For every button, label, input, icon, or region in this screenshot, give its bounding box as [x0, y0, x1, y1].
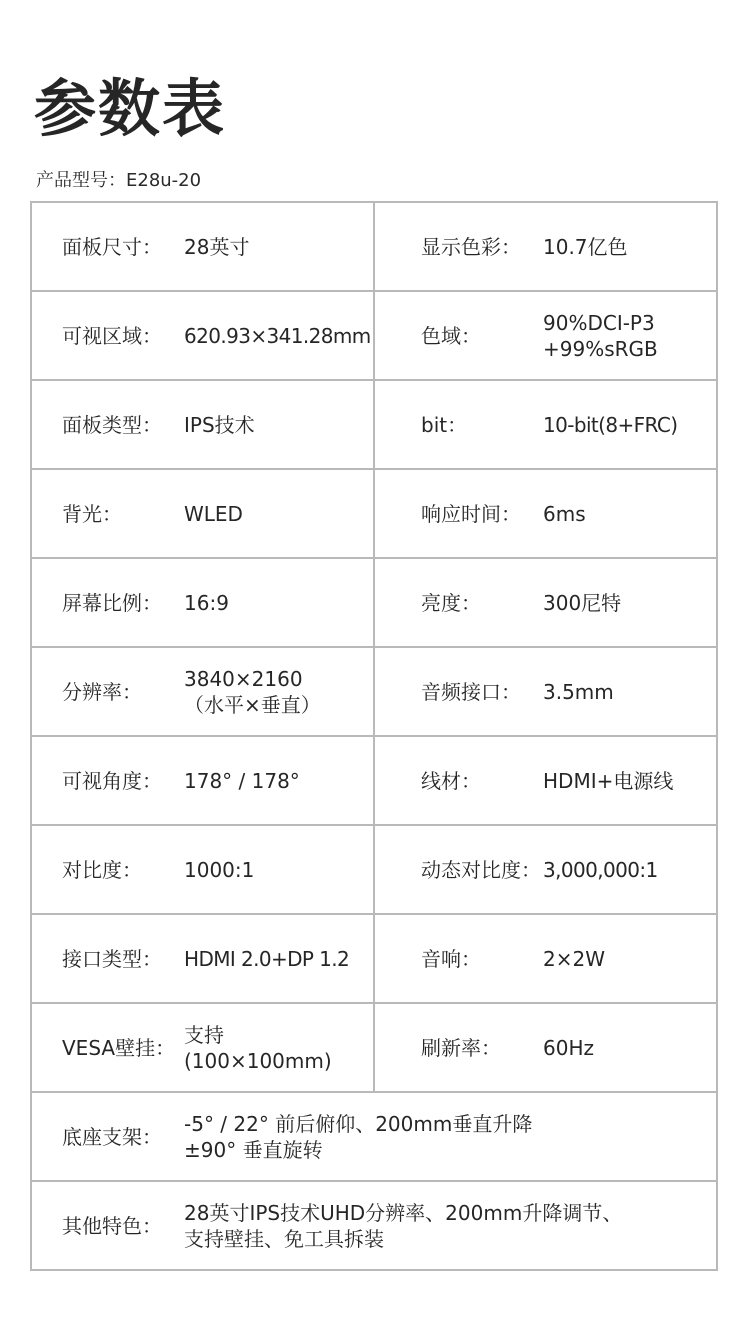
table-row	[31, 1181, 717, 1270]
spec-cell	[31, 825, 374, 914]
spec-cell	[374, 202, 717, 291]
spec-value: HDMI+电源线	[543, 768, 674, 793]
spec-value: 178° / 178°	[184, 768, 300, 793]
spec-cell	[374, 558, 717, 647]
table-row	[31, 202, 717, 291]
spec-cell	[31, 291, 374, 380]
spec-value: IPS技术	[184, 412, 255, 437]
table-row	[31, 558, 717, 647]
spec-cell-wide	[31, 1181, 717, 1270]
spec-cell	[374, 825, 717, 914]
spec-value: HDMI 2.0+DP 1.2	[184, 946, 350, 971]
spec-cell	[374, 736, 717, 825]
spec-cell	[31, 202, 374, 291]
model-number: 产品型号：E28u-20	[36, 170, 202, 191]
table-row	[31, 291, 717, 380]
spec-label: 可视区域：	[62, 323, 162, 348]
spec-cell-wide	[31, 1092, 717, 1181]
spec-label: 音频接口：	[421, 679, 521, 704]
spec-label: 底座支架：	[62, 1124, 162, 1149]
spec-label: 音响：	[421, 946, 481, 971]
spec-value: 6ms	[543, 501, 586, 526]
spec-label: 亮度：	[421, 590, 481, 615]
spec-value: 28英寸	[184, 234, 250, 259]
spec-cell	[374, 291, 717, 380]
spec-cell	[374, 647, 717, 736]
spec-value: 10-bit(8+FRC)	[543, 412, 678, 437]
spec-value: 3.5mm	[543, 679, 614, 704]
spec-label: 分辨率：	[62, 679, 142, 704]
spec-value: 16:9	[184, 590, 229, 615]
table-row	[31, 1092, 717, 1181]
spec-value: 支持 (100×100mm)	[184, 1022, 332, 1073]
spec-value: 90%DCI-P3 +99%sRGB	[543, 310, 658, 361]
spec-label: 其他特色：	[62, 1213, 162, 1238]
spec-label: 面板类型：	[62, 412, 162, 437]
spec-value: 1000:1	[184, 857, 255, 882]
spec-cell	[31, 1003, 374, 1092]
spec-label: 背光：	[62, 501, 122, 526]
spec-label: 线材：	[421, 768, 481, 793]
spec-label: 显示色彩：	[421, 234, 521, 259]
spec-label: 屏幕比例：	[62, 590, 162, 615]
spec-label: bit：	[421, 412, 468, 437]
spec-cell	[374, 1003, 717, 1092]
spec-value: 2×2W	[543, 946, 605, 971]
spec-cell	[31, 647, 374, 736]
spec-value: 3840×2160 （水平×垂直）	[184, 666, 321, 717]
spec-label: 响应时间：	[421, 501, 521, 526]
spec-cell	[374, 914, 717, 1003]
spec-cell	[31, 558, 374, 647]
table-row	[31, 1003, 717, 1092]
spec-cell	[374, 469, 717, 558]
spec-value: -5° / 22° 前后俯仰、200mm垂直升降 ±90° 垂直旋转	[184, 1111, 533, 1162]
spec-value: 10.7亿色	[543, 234, 628, 259]
spec-cell	[31, 469, 374, 558]
table-row	[31, 380, 717, 469]
spec-cell	[374, 380, 717, 469]
spec-label: 面板尺寸：	[62, 234, 162, 259]
spec-label: 接口类型：	[62, 946, 162, 971]
spec-value: 3,000,000:1	[543, 857, 658, 882]
spec-label: VESA壁挂：	[62, 1035, 176, 1060]
spec-value: 28英寸IPS技术UHD分辨率、200mm升降调节、 支持壁挂、免工具拆装	[184, 1200, 623, 1251]
page-title: 参数表	[34, 72, 227, 145]
table-row	[31, 914, 717, 1003]
spec-label: 色域：	[421, 323, 481, 348]
table-row	[31, 469, 717, 558]
table-row	[31, 736, 717, 825]
spec-label: 刷新率：	[421, 1035, 501, 1060]
spec-cell	[31, 914, 374, 1003]
spec-label: 可视角度：	[62, 768, 162, 793]
spec-label: 对比度：	[62, 857, 142, 882]
spec-table	[30, 201, 718, 1271]
table-row	[31, 825, 717, 914]
spec-value: WLED	[184, 501, 243, 526]
spec-label: 动态对比度：	[421, 857, 541, 882]
table-row	[31, 647, 717, 736]
spec-value: 60Hz	[543, 1035, 594, 1060]
spec-cell	[31, 380, 374, 469]
spec-cell	[31, 736, 374, 825]
spec-value: 300尼特	[543, 590, 622, 615]
spec-value: 620.93×341.28mm	[184, 323, 371, 348]
